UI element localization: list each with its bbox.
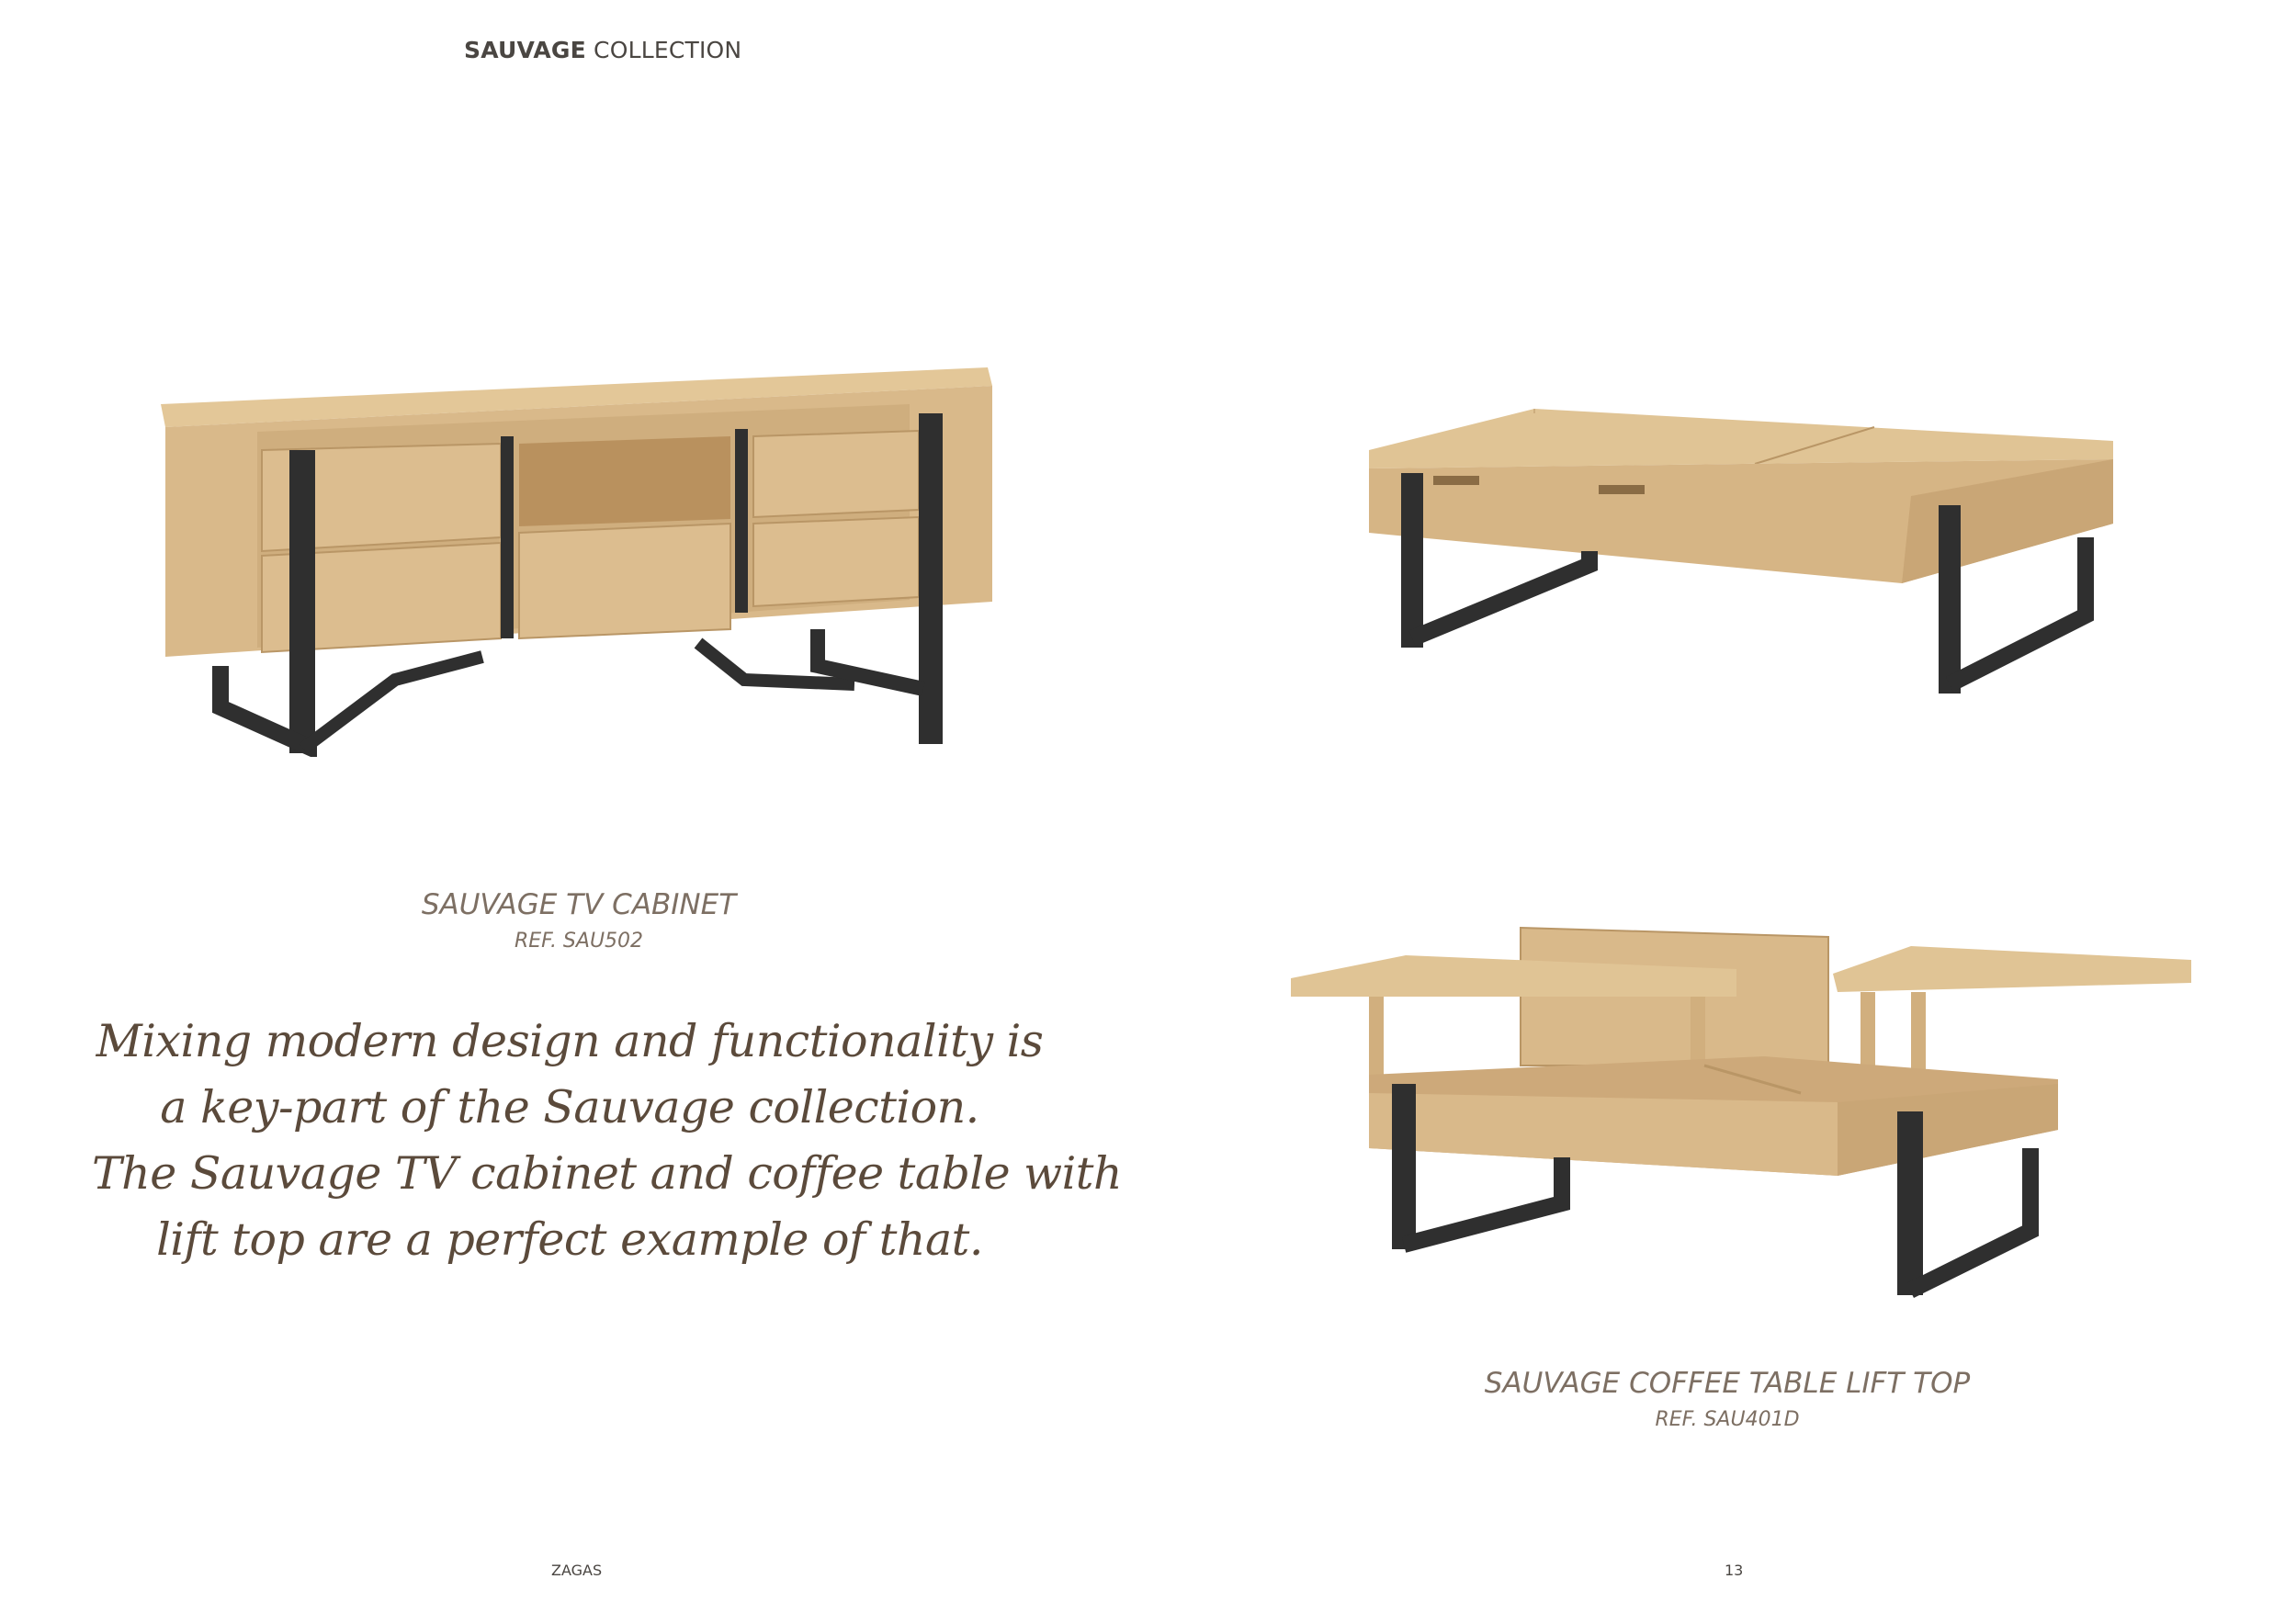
coffee-table-closed-image [1360, 404, 2122, 707]
collection-brand-bold: SAUVAGE [464, 37, 586, 63]
quote-line: Mixing modern design and functionality is [96, 1015, 1044, 1067]
quote-line: lift top are a perfect example of that. [156, 1213, 983, 1266]
product-title-tv-cabinet: SAUVAGE TV CABINET [421, 888, 737, 921]
tv-cabinet-image [156, 363, 1001, 767]
product-title-coffee-table: SAUVAGE COFFEE TABLE LIFT TOP [1484, 1367, 1971, 1400]
quote-line: The Sauvage TV cabinet and coffee table with [92, 1147, 1123, 1200]
product-ref-tv-cabinet: REF. SAU502 [514, 930, 644, 953]
page-number: 13 [1725, 1562, 1744, 1579]
collection-quote [92, 1009, 1123, 1273]
collection-header [464, 37, 741, 63]
footer-brand: ZAGAS [551, 1562, 603, 1579]
collection-brand-rest: COLLECTION [585, 37, 742, 63]
coffee-table-open-image [1286, 928, 2196, 1295]
product-ref-coffee-table: REF. SAU401D [1655, 1408, 1800, 1431]
quote-line: a key-part of the Sauvage collection. [160, 1081, 979, 1133]
